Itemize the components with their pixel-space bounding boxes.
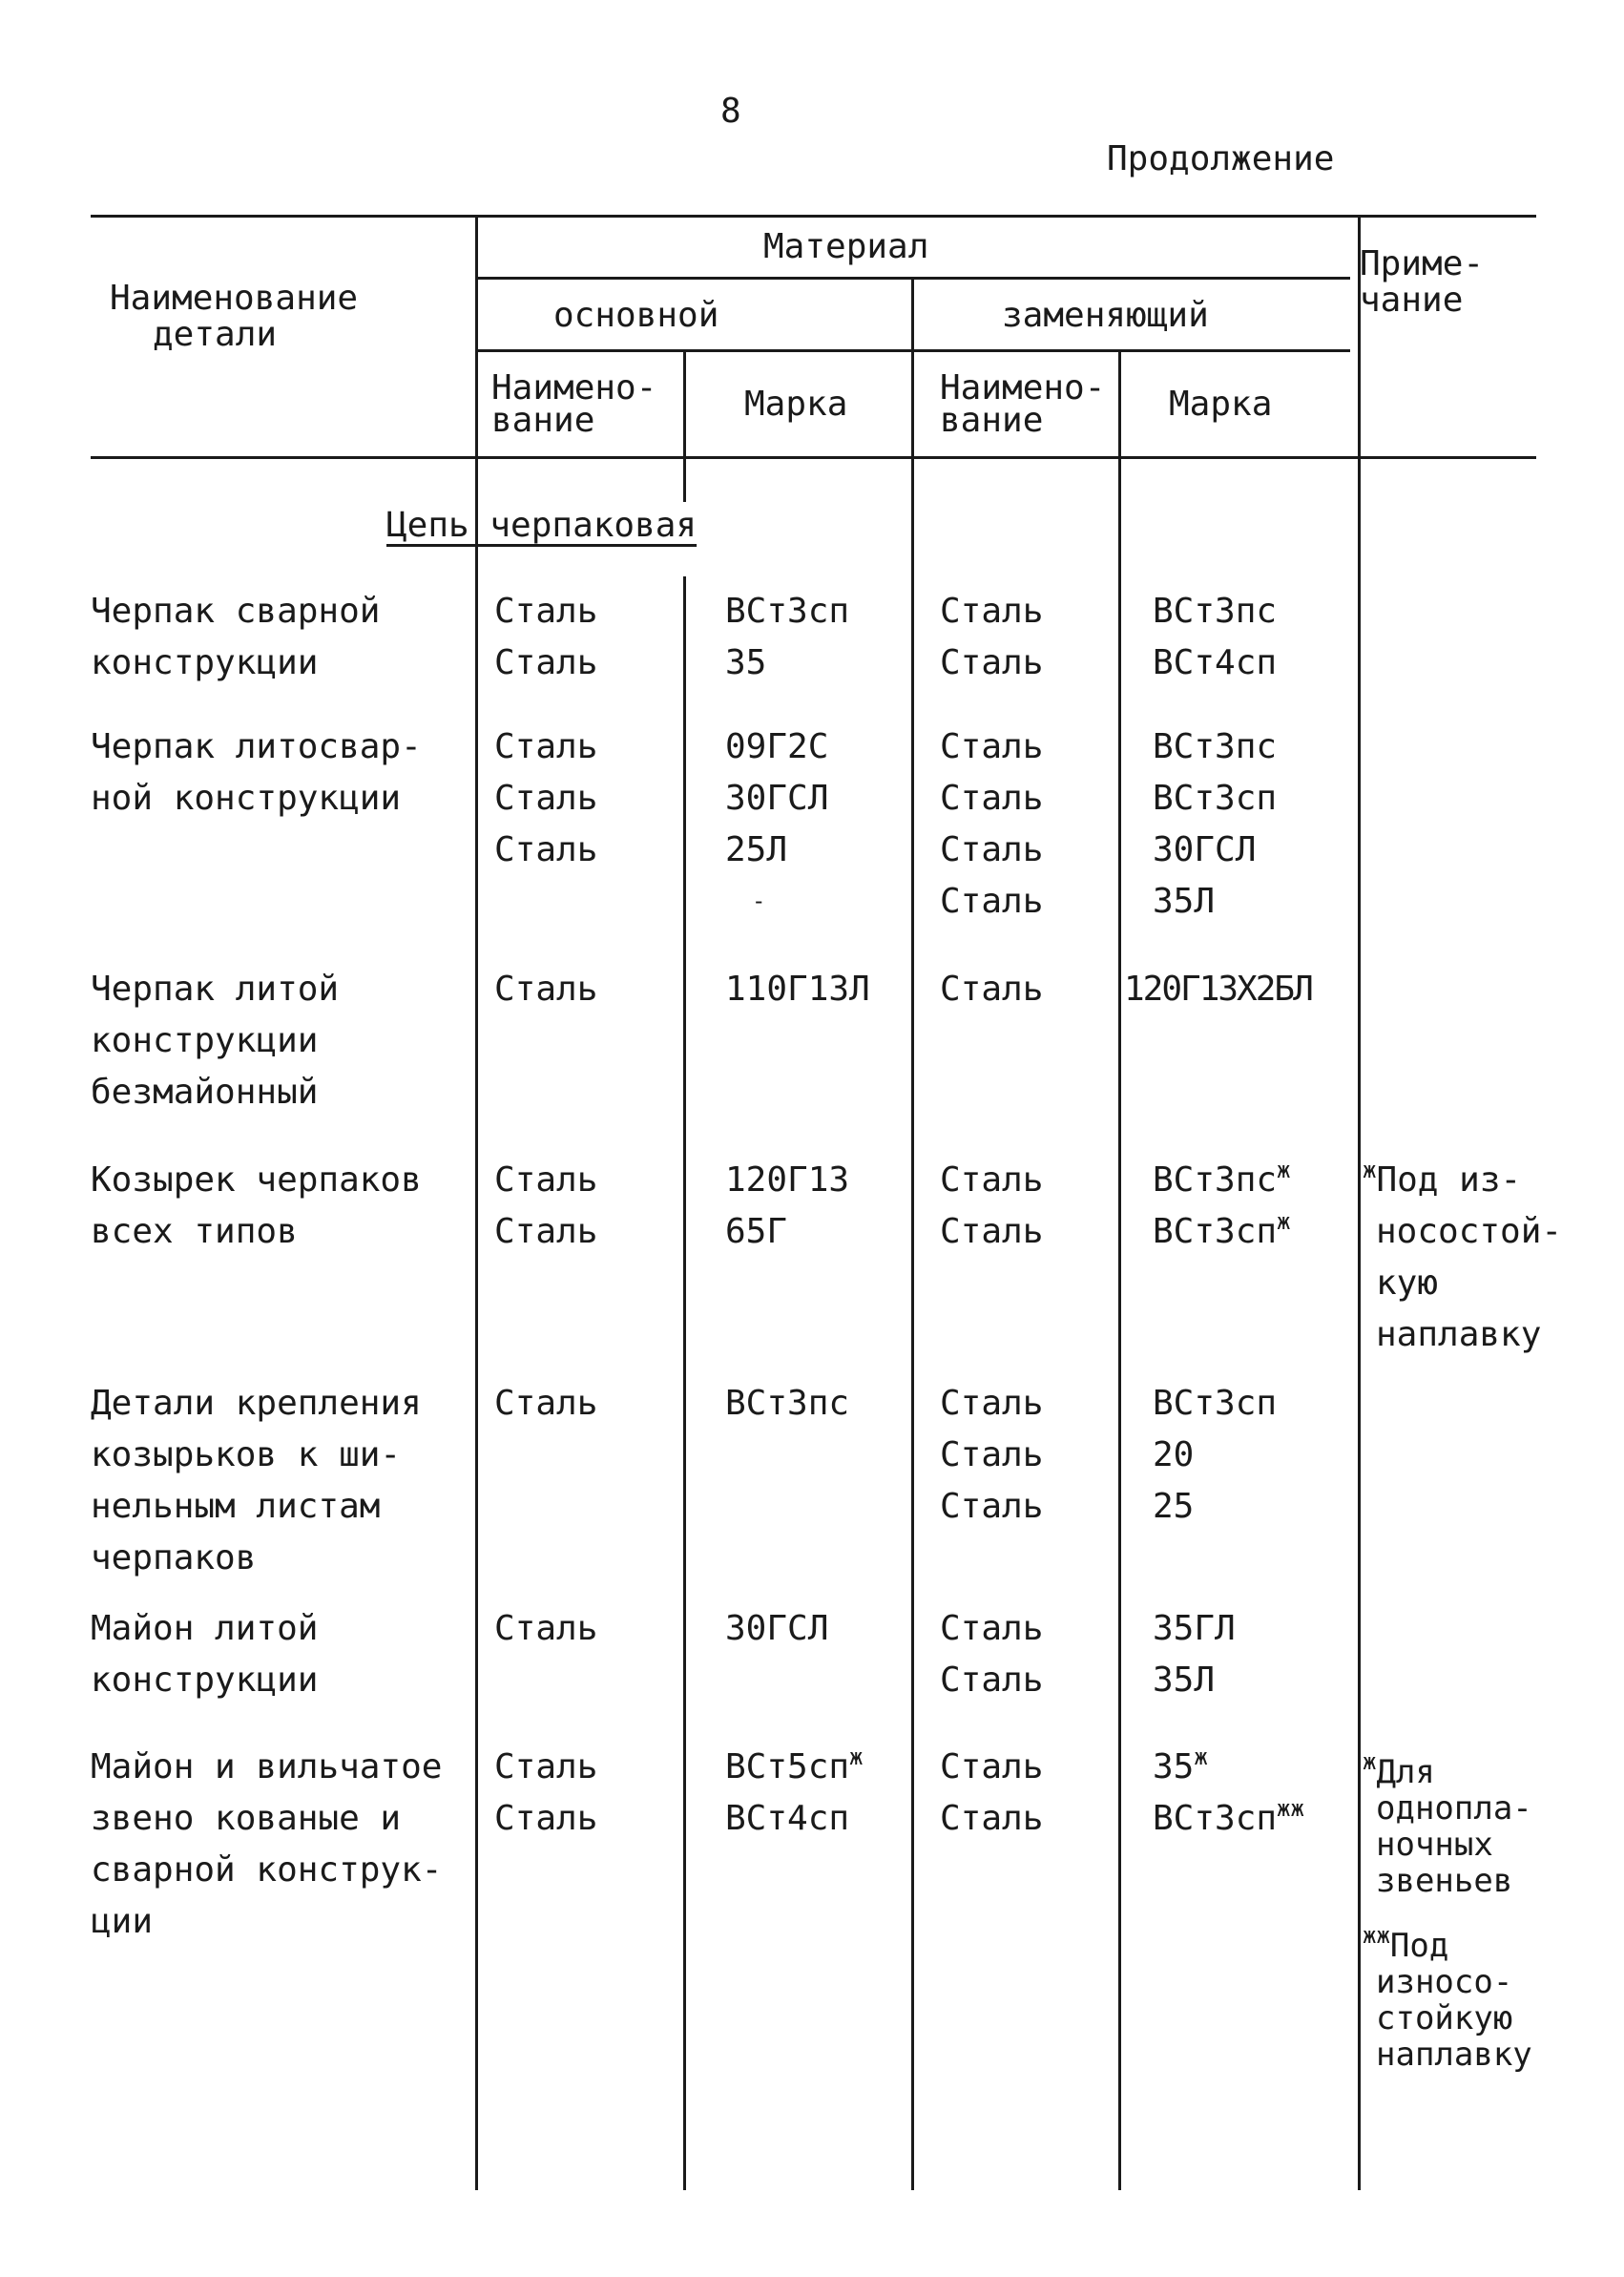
row-5-part: Детали крепления козырьков к ши- нельным листам черпаков [91,1384,422,1577]
row-7-basic-name: Сталь Сталь [494,1747,598,1838]
row-3-sub-name: Сталь [940,970,1044,1009]
header-substitute: заменяющий [1002,296,1209,335]
row-2-sub-name: Сталь Сталь Сталь Сталь [940,727,1044,921]
continuation-label: Продолжение [1107,139,1335,178]
footnote-mark-double: жж [1277,1795,1304,1822]
row-2-basic-grade: 09Г2С 30ГСЛ 25Л [725,727,829,869]
row-4-sub-grade: $ВСт3пс^ж$ $ВСт3сп^ж$ [1153,1157,1291,1251]
row-1-sub-name: Сталь Сталь [940,592,1044,682]
row-1-basic-name: Сталь Сталь [494,592,598,682]
row-7-note-1: $^ж$Для однопла- ночных звеньев [1363,1748,1532,1900]
col-divider-5 [1358,215,1361,2190]
row-1-basic-grade: ВСт3сп 35 [725,592,850,682]
row-4-basic-name: Сталь Сталь [494,1160,598,1251]
header-sub-grade: Марка [1169,385,1273,424]
row-7-sub-grade: $35^ж$ $ВСт3сп^{жж}$ [1153,1744,1304,1838]
footnote-mark: ж [1277,1208,1291,1235]
header-sub-name: Наимено- вание [940,368,1106,440]
row-5-basic-name: Сталь [494,1384,598,1423]
row-5-sub-grade: ВСт3сп 20 25 [1153,1384,1278,1526]
header-note: Приме- чание [1360,244,1485,320]
row-4-sub-name: Сталь Сталь [940,1160,1044,1251]
header-basic-grade: Марка [744,385,848,424]
row-3-sub-grade: 120Г13Х2БЛ [1124,970,1312,1009]
row-5-basic-grade: ВСт3пс [725,1384,850,1423]
header-part-name: Наименование детали [110,279,359,354]
footnote-mark: ж [1363,1748,1377,1775]
row-4-part: Козырек черпаков всех типов [91,1160,422,1251]
row-4-note: $^ж$Под из- носостой- кую наплавку [1363,1157,1563,1354]
row-7-basic-grade: $ВСт5сп^ж$ ВСт4сп [725,1744,864,1838]
header-bottom-rule [91,456,1536,459]
row-2-basic-name: Сталь Сталь Сталь [494,727,598,869]
row-3-part: Черпак литой конструкции безмайонный [91,970,340,1112]
row-6-sub-name: Сталь Сталь [940,1609,1044,1700]
row-5-sub-name: Сталь Сталь Сталь [940,1384,1044,1526]
header-basic: основной [553,296,719,335]
row-4-basic-grade: 120Г13 65Г [725,1160,850,1251]
row-1-sub-grade: ВСт3пс ВСт4сп [1153,592,1278,682]
col-divider-4 [1118,349,1121,2190]
header-basic-name: Наимено- вание [491,368,657,440]
row-2-sub-grade: ВСт3пс ВСт3сп 30ГСЛ 35Л [1153,727,1278,921]
row-7-sub-name: Сталь Сталь [940,1747,1044,1838]
row-7-part: Майон и вильчатое звено кованые и сварной конструк- ции [91,1747,443,1941]
footnote-mark: ж [849,1744,864,1770]
row-7-note-2: $^{жж}$Под износо- стойкую наплавку [1363,1922,1532,2074]
row-2-dash: - [752,888,766,914]
row-1-part: Черпак сварной конструкции [91,592,381,682]
row-6-part: Майон литой конструкции [91,1609,319,1700]
footnote-mark-double: жж [1363,1922,1390,1949]
header-material: Материал [763,227,929,266]
col-divider-2-lower [683,576,686,2190]
section-title: Цепь черпаковая [386,506,697,545]
table-top-rule [91,215,1536,218]
row-3-basic-grade: 110Г13Л [725,970,870,1009]
footnote-mark: ж [1363,1157,1377,1183]
footnote-mark: ж [1277,1157,1291,1183]
page-number: 8 [720,92,741,131]
row-2-part: Черпак литосвар- ной конструкции [91,727,422,818]
col-divider-3 [911,277,914,2190]
row-3-basic-name: Сталь [494,970,598,1009]
footnote-mark: ж [1194,1744,1208,1770]
row-6-sub-grade: 35ГЛ 35Л [1153,1609,1236,1700]
col-divider-2 [683,349,686,502]
row-6-basic-grade: 30ГСЛ [725,1609,829,1648]
row-6-basic-name: Сталь [494,1609,598,1648]
